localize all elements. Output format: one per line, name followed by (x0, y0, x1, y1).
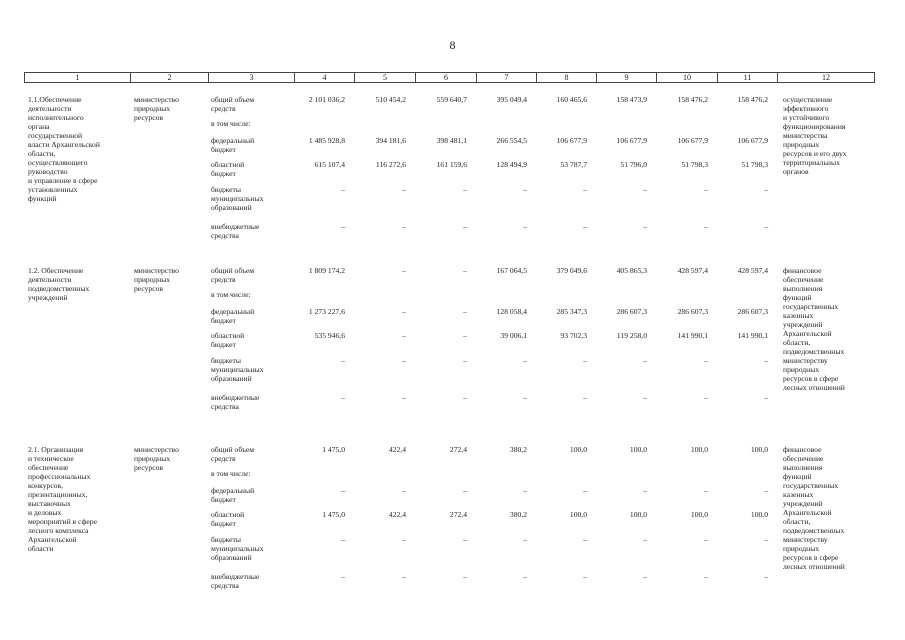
funding-value: 158 476,2 (677, 95, 708, 104)
funding-value: 422,4 (388, 510, 406, 519)
funding-value: – (402, 331, 406, 340)
funding-source-label: в том числе: (211, 290, 251, 299)
funding-value: – (402, 356, 406, 365)
funding-value: – (523, 356, 527, 365)
funding-value: 100,0 (629, 445, 647, 454)
funding-source-label: бюджеты муниципальных образований (211, 185, 264, 212)
funding-source-label: федеральный бюджет (211, 486, 255, 504)
funding-value: 161 159,6 (436, 160, 467, 169)
funding-source-label: общий объем средств (211, 95, 255, 113)
funding-value: 422,4 (388, 445, 406, 454)
funding-value: 1 273 227,6 (308, 307, 345, 316)
funding-value: – (341, 572, 345, 581)
funding-value: – (704, 535, 708, 544)
funding-value: – (402, 572, 406, 581)
col-header-8: 8 (537, 73, 597, 83)
funding-value: 100,0 (569, 510, 587, 519)
col-header-10: 10 (657, 73, 718, 83)
funding-value: – (341, 222, 345, 231)
expected-result: осуществление эффективного и устойчивого функционирования министерства природных ресурсов и его двух территориальных органов (783, 95, 847, 176)
funding-value: 535 946,6 (314, 331, 345, 340)
funding-value: 1 475,0 (322, 445, 345, 454)
funding-value: – (764, 222, 768, 231)
funding-value: 1 475,0 (322, 510, 345, 519)
funding-value: – (583, 185, 587, 194)
funding-value: 379 049,6 (556, 266, 587, 275)
funding-value: 100,0 (750, 445, 768, 454)
funding-value: – (583, 535, 587, 544)
funding-source-label: областной бюджет (211, 331, 245, 349)
funding-value: 615 107,4 (314, 160, 345, 169)
funding-value: – (643, 393, 647, 402)
funding-value: 100,0 (569, 445, 587, 454)
funding-value: 128 058,4 (496, 307, 527, 316)
funding-value: – (523, 222, 527, 231)
funding-value: – (402, 222, 406, 231)
funding-value: – (523, 185, 527, 194)
funding-value: – (704, 185, 708, 194)
funding-source-label: федеральный бюджет (211, 136, 255, 154)
funding-source-label: общий объем средств (211, 266, 255, 284)
funding-value: – (704, 393, 708, 402)
funding-value: – (341, 393, 345, 402)
funding-value: – (402, 535, 406, 544)
funding-value: – (643, 572, 647, 581)
funding-source-label: в том числе: (211, 469, 251, 478)
funding-source-label: областной бюджет (211, 160, 245, 178)
funding-value: 158 473,9 (616, 95, 647, 104)
funding-value: – (643, 535, 647, 544)
funding-source-label: внебюджетные средства (211, 572, 260, 590)
funding-value: 106 677,9 (556, 136, 587, 145)
funding-value: 559 640,7 (436, 95, 467, 104)
funding-value: 51 798,3 (741, 160, 768, 169)
funding-value: 53 787,7 (560, 160, 587, 169)
funding-value: – (583, 356, 587, 365)
col-header-7: 7 (477, 73, 537, 83)
funding-value: 286 607,3 (677, 307, 708, 316)
funding-value: 286 607,3 (616, 307, 647, 316)
funding-value: 1 809 174,2 (308, 266, 345, 275)
funding-value: – (643, 486, 647, 495)
funding-value: – (764, 393, 768, 402)
executor: министерство природных ресурсов (134, 445, 179, 472)
funding-source-label: федеральный бюджет (211, 307, 255, 325)
funding-value: – (583, 393, 587, 402)
activity-name: 1.1.Обеспечение деятельности исполнительного органа государственной власти Архангельской области, осуществляющего руководство и управление в сфере установленных функций (28, 95, 100, 203)
funding-value: – (463, 535, 467, 544)
funding-value: – (523, 535, 527, 544)
funding-source-label: общий объем средств (211, 445, 255, 463)
funding-value: 100,0 (750, 510, 768, 519)
col-header-1: 1 (25, 73, 131, 83)
funding-value: 141 990,1 (677, 331, 708, 340)
funding-value: 428 597,4 (737, 266, 768, 275)
funding-value: – (643, 356, 647, 365)
funding-value: – (704, 572, 708, 581)
funding-value: – (704, 222, 708, 231)
funding-value: 141 990,1 (737, 331, 768, 340)
funding-value: 158 476,2 (737, 95, 768, 104)
funding-value: – (402, 486, 406, 495)
column-header-row (24, 72, 875, 83)
funding-value: 128 494,9 (496, 160, 527, 169)
funding-value: – (463, 572, 467, 581)
funding-value: – (402, 185, 406, 194)
col-header-4: 4 (295, 73, 355, 83)
funding-value: – (463, 331, 467, 340)
funding-value: – (583, 222, 587, 231)
funding-value: – (523, 393, 527, 402)
funding-value: – (704, 356, 708, 365)
funding-value: – (463, 393, 467, 402)
funding-value: 39 006,1 (500, 331, 527, 340)
expected-result: финансовое обеспечение выполнения функций государственных казенных учреждений Архангельской области, подведомственных министерству природных ресурсов в сфере лесных отношений (783, 445, 845, 571)
funding-value: 51 796,0 (620, 160, 647, 169)
funding-value: 167 064,5 (496, 266, 527, 275)
funding-value: – (463, 222, 467, 231)
funding-source-label: внебюджетные средства (211, 222, 260, 240)
activity-name: 2.1. Организация и техническое обеспечение профессиональных конкурсов, презентационных, выставочных и деловых мероприятий в сфере лесного комплекса Архангельской области (28, 445, 97, 553)
funding-value: 272,4 (449, 510, 467, 519)
col-header-2: 2 (131, 73, 209, 83)
col-header-12: 12 (778, 73, 875, 83)
funding-value: – (341, 486, 345, 495)
funding-value: 119 258,0 (616, 331, 647, 340)
col-header-9: 9 (597, 73, 657, 83)
col-header-3: 3 (209, 73, 295, 83)
funding-value: 1 485 928,8 (308, 136, 345, 145)
funding-source-label: бюджеты муниципальных образований (211, 356, 264, 383)
funding-value: 380,2 (509, 445, 527, 454)
funding-value: – (463, 356, 467, 365)
funding-value: 286 607,3 (737, 307, 768, 316)
funding-value: – (583, 572, 587, 581)
funding-value: – (764, 572, 768, 581)
funding-value: – (704, 486, 708, 495)
funding-value: – (764, 535, 768, 544)
funding-source-label: областной бюджет (211, 510, 245, 528)
funding-value: – (402, 266, 406, 275)
funding-value: 380,2 (509, 510, 527, 519)
executor: министерство природных ресурсов (134, 95, 179, 122)
funding-source-label: внебюджетные средства (211, 393, 260, 411)
funding-value: 405 865,3 (616, 266, 647, 275)
funding-value: 266 554,5 (496, 136, 527, 145)
funding-value: 272,4 (449, 445, 467, 454)
funding-value: 2 101 036,2 (308, 95, 345, 104)
expected-result: финансовое обеспечение выполнения функций государственных казенных учреждений Архангельской области, подведомственных министерству природных ресурсов в сфере лесных отношений (783, 266, 845, 392)
page-number: 8 (449, 38, 456, 52)
funding-value: 100,0 (690, 445, 708, 454)
funding-value: – (402, 307, 406, 316)
funding-value: 116 272,6 (375, 160, 406, 169)
funding-value: 160 465,6 (556, 95, 587, 104)
funding-value: – (463, 307, 467, 316)
funding-value: – (402, 393, 406, 402)
funding-value: – (643, 222, 647, 231)
funding-value: – (583, 486, 587, 495)
activity-name: 1.2. Обеспечение деятельности подведомственных учреждений (28, 266, 90, 302)
funding-value: – (523, 486, 527, 495)
col-header-5: 5 (355, 73, 416, 83)
col-header-6: 6 (416, 73, 477, 83)
funding-value: 93 702,3 (560, 331, 587, 340)
funding-source-label: в том числе: (211, 119, 251, 128)
funding-value: 106 677,9 (737, 136, 768, 145)
col-header-11: 11 (718, 73, 778, 83)
funding-value: – (523, 572, 527, 581)
funding-value: – (643, 185, 647, 194)
funding-value: – (463, 486, 467, 495)
funding-value: – (341, 356, 345, 365)
funding-value: 394 181,6 (375, 136, 406, 145)
funding-value: 51 798,3 (681, 160, 708, 169)
funding-value: 285 347,3 (556, 307, 587, 316)
funding-value: – (463, 185, 467, 194)
funding-value: – (341, 185, 345, 194)
executor: министерство природных ресурсов (134, 266, 179, 293)
funding-value: – (764, 486, 768, 495)
funding-value: – (463, 266, 467, 275)
funding-source-label: бюджеты муниципальных образований (211, 535, 264, 562)
funding-value: 510 454,2 (375, 95, 406, 104)
funding-value: 428 597,4 (677, 266, 708, 275)
funding-value: 398 481,1 (436, 136, 467, 145)
funding-value: 100,0 (629, 510, 647, 519)
funding-value: 395 049,4 (496, 95, 527, 104)
funding-value: – (764, 356, 768, 365)
funding-value: 106 677,9 (677, 136, 708, 145)
funding-value: 106 677,9 (616, 136, 647, 145)
funding-value: – (341, 535, 345, 544)
funding-value: – (764, 185, 768, 194)
funding-value: 100,0 (690, 510, 708, 519)
